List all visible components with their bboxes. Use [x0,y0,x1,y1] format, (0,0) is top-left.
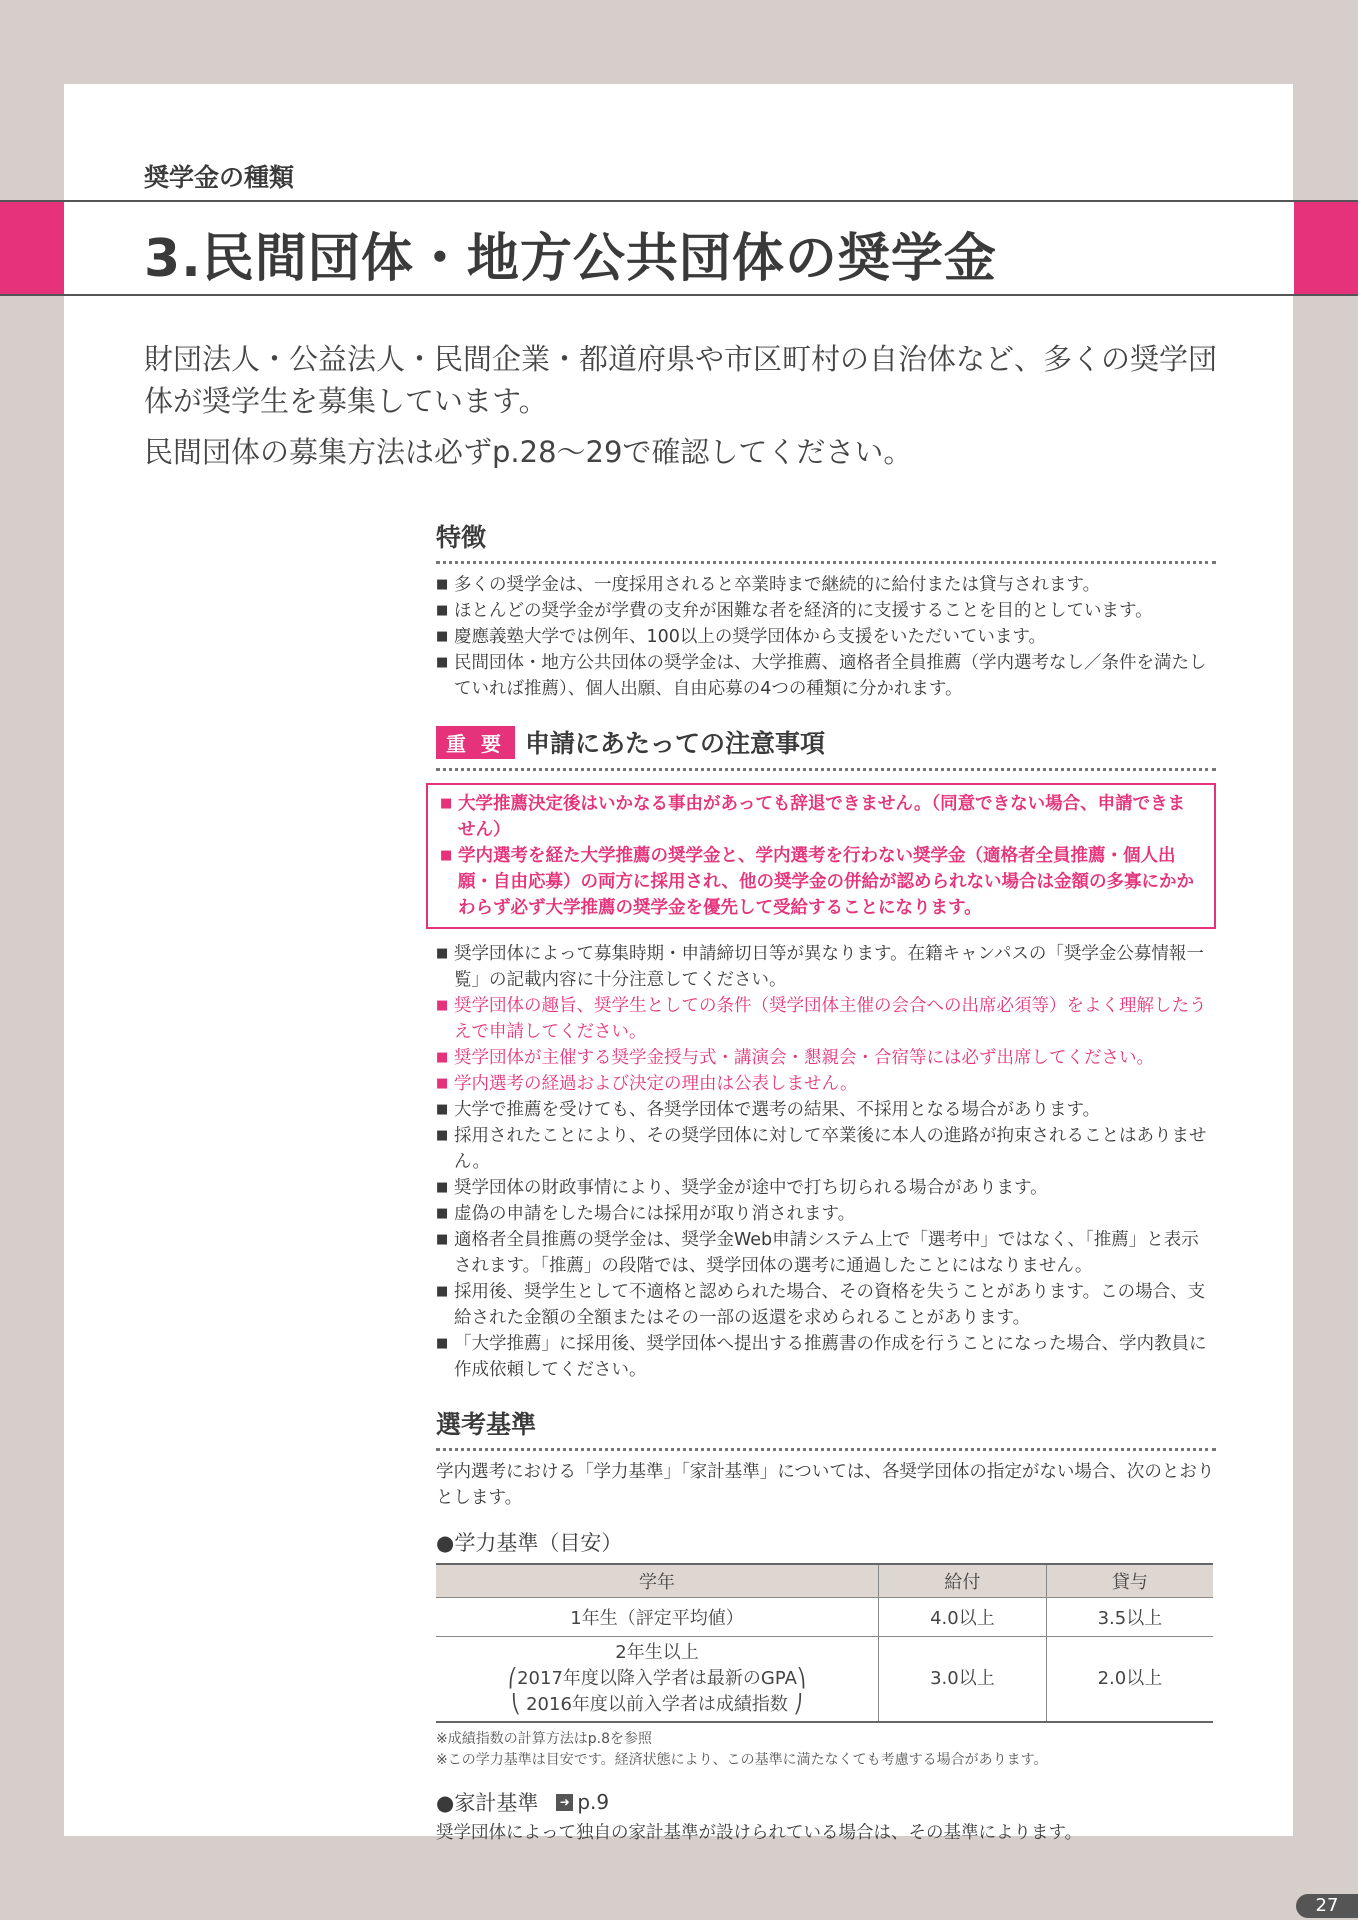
important-heading: 申請にあたっての注意事項 [524,729,825,758]
page-title: 3.民間団体・地方公共団体の奨学金 [144,229,997,289]
cell-line: ⎝ 2016年度以前入学者は成績指数 ⎠ [511,1694,803,1715]
table-header: 給付 [879,1564,1047,1598]
table-cell: 2.0以上 [1046,1637,1213,1723]
criteria-intro: 学内選考における「学力基準」「家計基準」については、各奨学団体の指定がない場合、次のとおりとします。 [436,1462,1215,1508]
list-item: ■ 採用後、奨学生として不適格と認められた場合、その資格を失うことがあります。この場合、支給された金額の全額またはその一部の返還を求められることがあります。 [436,1279,1216,1331]
important-header [436,724,1216,771]
list-item: ■ 適格者全員推薦の奨学金は、奨学金Web申請システム上で「選考中」ではなく、「推薦」と表示されます。「推薦」の段階では、奨学団体の選考に通過したことにはなりません。 [436,1227,1216,1279]
table-header: 貸与 [1046,1564,1213,1598]
warning-list [440,791,1202,921]
list-item: ■ 奨学団体の趣旨、奨学生としての条件（奨学団体主催の会合への出席必須等）をよく理解したうえで申請してください。 [436,993,1216,1045]
table-cell: 1年生（評定平均値） [436,1598,879,1637]
table-header: 学年 [436,1564,879,1598]
household-heading: ●家計基準 [436,1791,539,1815]
list-item: ■ 虚偽の申請をした場合には採用が取り消されます。 [436,1201,1216,1227]
table-row [436,1637,1213,1723]
features-heading: 特徴 [436,518,1216,564]
title-accent-left [0,202,64,294]
list-item: ■ 学内選考を経た大学推薦の奨学金と、学内選考を行わない奨学金（適格者全員推薦・個人出願・自由応募）の両方に採用され、他の奨学金の併給が認められない場合は金額の多寡にかかわらず必ず大学推薦の奨学金を優先して受給することになります。 [440,843,1202,921]
title-accent-right [1294,202,1358,294]
list-item: ■ 学内選考の経過および決定の理由は公表しません。 [436,1071,1216,1097]
features-list [436,572,1216,702]
warning-box [426,783,1216,929]
academic-heading: ●学力基準（目安） [436,1531,623,1555]
cell-line: ⎛2017年度以降入学者は最新のGPA⎞ [508,1668,806,1689]
list-item: ■ 奨学団体によって募集時期・申請締切日等が異なります。在籍キャンパスの「奨学金公募情報一覧」の記載内容に十分注意してください。 [436,941,1216,993]
cell-line: 2年生以上 [615,1642,699,1663]
intro-paragraph: 財団法人・公益法人・民間企業・都道府県や市区町村の自治体など、多くの奨学団体が奨学生を募集しています。 [144,342,1218,418]
list-item: ■ 大学推薦決定後はいかなる事由があっても辞退できません。（同意できない場合、申請できません） [440,791,1202,843]
list-item: ■ 民間団体・地方公共団体の奨学金は、大学推薦、適格者全員推薦（学内選考なし／条件を満たしていれば推薦）、個人出願、自由応募の4つの種類に分かれます。 [436,650,1216,702]
list-item: ■ 採用されたことにより、その奨学団体に対して卒業後に本人の進路が拘束されることはありません。 [436,1123,1216,1175]
table-row [436,1598,1213,1637]
important-badge: 重 要 [436,726,515,759]
section-label: 奨学金の種類 [144,163,295,192]
list-item: ■ ほとんどの奨学金が学費の支弁が困難な者を経済的に支援することを目的としています。 [436,598,1216,624]
table-header-row [436,1564,1213,1598]
page-reference: p.9 [577,1790,610,1814]
list-item: ■ 奨学団体の財政事情により、奨学金が途中で打ち切られる場合があります。 [436,1175,1216,1201]
table-cell [436,1637,879,1723]
table-cell: 3.0以上 [879,1637,1047,1723]
intro-note: 民間団体の募集方法は必ずp.28〜29で確認してください。 [144,435,913,469]
criteria-heading: 選考基準 [436,1405,1216,1451]
list-item: ■ 「大学推薦」に採用後、奨学団体へ提出する推薦書の作成を行うことになった場合、学内教員に作成依頼してください。 [436,1331,1216,1383]
title-band [0,200,1358,296]
list-item: ■ 慶應義塾大学では例年、100以上の奨学団体から支援をいただいています。 [436,624,1216,650]
household-text: 奨学団体によって独自の家計基準が設けられている場合は、その基準によります。 [436,1823,1083,1843]
table-note: ※この学力基準は目安です。経済状態により、この基準に満たなくても考慮する場合があります。 [436,1752,1048,1768]
table-note: ※成績指数の計算方法はp.8を参照 [436,1731,652,1747]
list-item: ■ 大学で推薦を受けても、各奨学団体で選考の結果、不採用となる場合があります。 [436,1097,1216,1123]
notice-list [436,941,1216,1383]
household-heading-row [436,1787,1216,1817]
list-item: ■ 奨学団体が主催する奨学金授与式・講演会・懇親会・合宿等には必ず出席してください。 [436,1045,1216,1071]
page-number: 27 [1296,1894,1358,1918]
academic-table [436,1563,1213,1723]
list-item: ■ 多くの奨学金は、一度採用されると卒業時まで継続的に給付または貸与されます。 [436,572,1216,598]
arrow-right-icon: ➜ [556,1794,573,1811]
table-cell: 4.0以上 [879,1598,1047,1637]
table-cell: 3.5以上 [1046,1598,1213,1637]
main-content [436,518,1216,1844]
